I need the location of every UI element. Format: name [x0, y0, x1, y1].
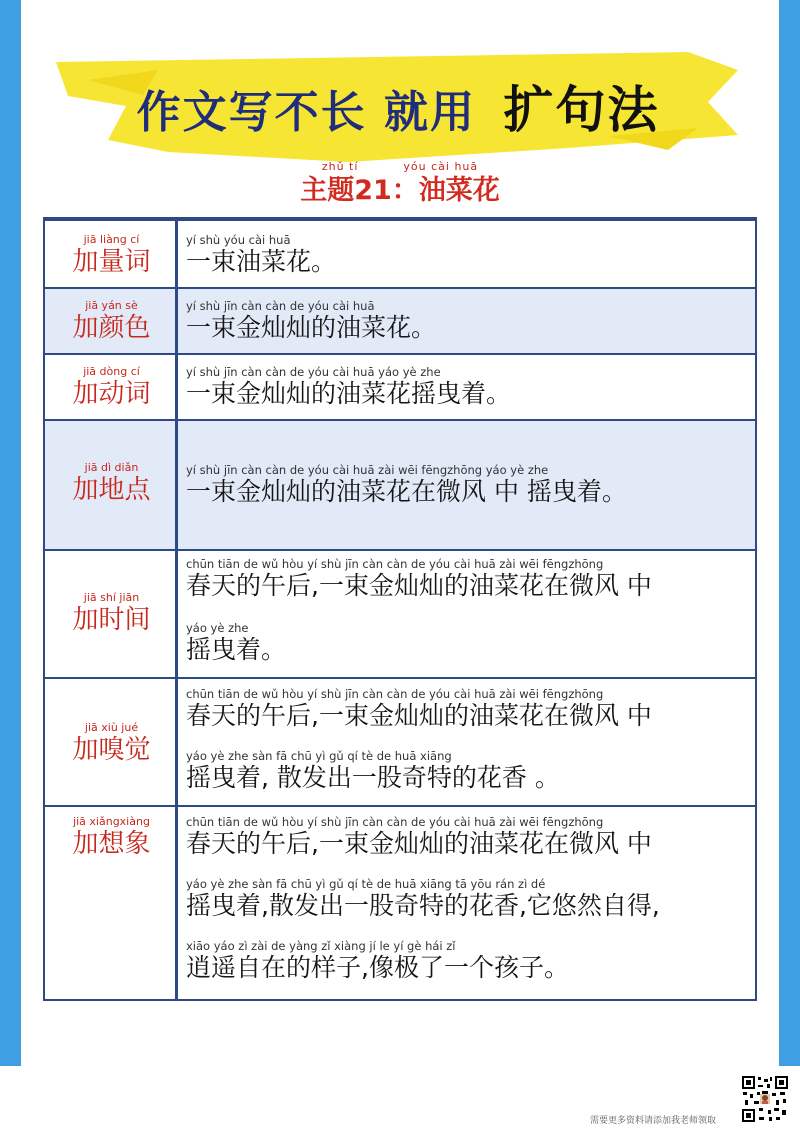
row-content-cell [178, 679, 755, 805]
row-label-pinyin: jiā liàng cí [83, 233, 140, 246]
sentence-line: 逍遥自在的样子,像极了一个孩子。 [186, 953, 569, 982]
expansion-table [43, 217, 757, 1001]
row-label: 加量词 [72, 247, 151, 277]
row-content-cell [178, 551, 755, 677]
pinyin-line: yáo yè zhe sàn fā chū yì gǔ qí tè de huā xiāng [186, 749, 452, 763]
title-part3: 扩句法 [503, 81, 660, 139]
row-label-cell [45, 551, 178, 677]
row-label-cell [45, 679, 178, 805]
table-row [45, 355, 755, 419]
pinyin-line: yí shù yóu cài huā [186, 233, 291, 247]
row-label-pinyin: jiā xiù jué [84, 721, 139, 734]
row-content-cell [178, 355, 755, 419]
pinyin-line: chūn tiān de wǔ hòu yí shù jīn càn càn de yóu cài huā zài wēi fēngzhōng [186, 815, 604, 829]
pinyin-line: chūn tiān de wǔ hòu yí shù jīn càn càn de yóu cài huā zài wēi fēngzhōng [186, 687, 604, 701]
sentence-line: 春天的午后,一束金灿灿的油菜花在微风 中 [186, 829, 652, 858]
row-label-pinyin: jiā dì diǎn [84, 461, 139, 474]
table-row [45, 289, 755, 353]
qr-code [741, 1075, 789, 1123]
sentence-line: 春天的午后,一束金灿灿的油菜花在微风 中 [186, 571, 652, 600]
subtitle-pinyin: zhǔ tí yóu cài huā [321, 160, 479, 173]
title-part1: 作文写不长 [136, 87, 367, 138]
row-label-pinyin: jiā shí jiān [83, 591, 140, 604]
row-content-cell [178, 807, 755, 999]
sentence-line: 一束油菜花。 [186, 247, 337, 276]
row-label-cell [45, 807, 178, 999]
row-content-cell [178, 221, 755, 287]
right-blue-bar [779, 0, 800, 1066]
row-label: 加颜色 [72, 313, 151, 343]
pinyin-line: xiāo yáo zì zài de yàng zǐ xiàng jí le yí gè hái zǐ [186, 939, 456, 953]
subtitle: 主题21：油菜花 [300, 175, 500, 206]
pinyin-line: chūn tiān de wǔ hòu yí shù jīn càn càn de yóu cài huā zài wēi fēngzhōng [186, 557, 604, 571]
row-label-pinyin: jiā yán sè [85, 299, 138, 312]
row-label: 加地点 [72, 475, 151, 505]
pinyin-line: yí shù jīn càn càn de yóu cài huā [186, 299, 375, 313]
row-label-cell [45, 421, 178, 549]
sentence-line: 摇曳着, 散发出一股奇特的花香 。 [186, 763, 560, 792]
sentence-line: 春天的午后,一束金灿灿的油菜花在微风 中 [186, 701, 652, 730]
row-label: 加时间 [72, 605, 151, 635]
sentence-line: 一束金灿灿的油菜花摇曳着。 [186, 379, 512, 408]
sentence-line: 摇曳着。 [186, 635, 287, 664]
pinyin-line: yí shù jīn càn càn de yóu cài huā yáo yè zhe [186, 365, 441, 379]
row-label-cell [45, 355, 178, 419]
table-row [45, 221, 755, 287]
row-label-pinyin: jiā xiǎngxiàng [73, 815, 150, 828]
row-content-cell [178, 421, 755, 549]
subtitle-block [230, 160, 570, 208]
pinyin-line: yí shù jīn càn càn de yóu cài huā zài wēi fēngzhōng yáo yè zhe [186, 463, 549, 477]
row-label-pinyin: jiā dòng cí [83, 365, 140, 378]
title-banner [48, 40, 748, 165]
row-label: 加想象 [72, 829, 151, 859]
pinyin-line: yáo yè zhe sàn fā chū yì gǔ qí tè de huā xiāng tā yōu rán zì dé [186, 877, 546, 891]
table-row [45, 807, 755, 999]
title-part2: 就用 [384, 87, 476, 138]
page-title [48, 70, 748, 142]
table-row [45, 421, 755, 549]
row-label-cell [45, 221, 178, 287]
row-label-cell [45, 289, 178, 353]
row-label: 加嗅觉 [72, 735, 151, 765]
left-blue-bar [0, 0, 21, 1066]
sentence-line: 摇曳着,散发出一股奇特的花香,它悠然自得, [186, 891, 660, 920]
table-row [45, 679, 755, 805]
pinyin-line: yáo yè zhe [186, 621, 249, 635]
footer-note: 需要更多资料请添加我老师领取 [590, 1116, 717, 1126]
sentence-line: 一束金灿灿的油菜花在微风 中 摇曳着。 [186, 477, 627, 506]
sentence-line: 一束金灿灿的油菜花。 [186, 313, 437, 342]
table-row [45, 551, 755, 677]
row-content-cell [178, 289, 755, 353]
row-label: 加动词 [72, 379, 151, 409]
